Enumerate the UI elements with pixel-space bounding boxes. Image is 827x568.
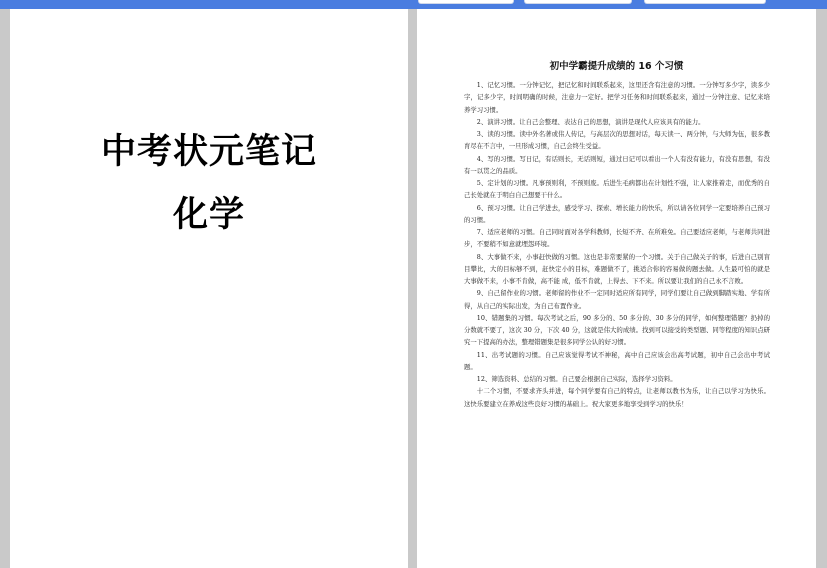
toolbar-button[interactable] xyxy=(644,0,766,4)
paragraph: 11、出考试题的习惯。自己应该觉得考试不神秘，高中自己应该会出高考试题，初中自己会出中考试题。 xyxy=(464,350,770,371)
document-body xyxy=(464,79,770,410)
paragraph: 8、大事做不来，小事赶快做的习惯。这也是非常要紧的一个习惯。关于自己做关子的事，后进自己别盲目攀比，大的目标够不到，赶快定小的目标，难题做不了，挑适合你的容易做的题去做。人生最可怕的就是大事做不来，小事不肯做，高不能 成，低不肯就，上得去、下不来。所以要让我们的自己永不言败。 xyxy=(464,252,770,285)
paragraph: 3、读的习惯。读中外名著或伟人传记，与高层次的思想对话，每天读一、两分钟，与大师为伍，很多教育尽在不言中，一旦形成习惯，自己会终生受益。 xyxy=(464,130,770,151)
paragraph: 2、演讲习惯。让自己会整理、表达自己的思想，演讲是现代人应该具有的能力。 xyxy=(476,117,705,126)
paragraph: 4、写的习惯。写日记，有话则长，无话则短，通过日记可以看出一个人有没有能力，有没有思想，有没有一以贯之的品质。 xyxy=(464,154,770,175)
paragraph: 十二个习惯，不要求齐头并进，每个同学要有自己的特点，让老师以教书为乐，让自己以学习为快乐。这快乐要建立在养成这些良好习惯的基础上。祝大家更多地享受到学习的快乐！ xyxy=(464,387,770,408)
cover-subject: 化学 xyxy=(172,195,245,235)
paragraph: 6、预习习惯。让自己学进去，感受学习、探索、增长能力的快乐，所以请各位同学一定要培养自己预习的习惯。 xyxy=(464,203,770,224)
document-page-content xyxy=(417,9,816,568)
paragraph: 5、定计划的习惯。凡事预则利，不预则废。后进生毛病都出在计划性不强，让人家推着走，而优秀的自己长处就在于明白自己想要干什么。 xyxy=(464,179,770,200)
paragraph: 9、自己留作业的习惯。老师留的作业不一定同时适应所有同学，同学们要让自己做到脚踏实地、学有所得，从自己的实际出发，为自己布置作业。 xyxy=(464,289,770,310)
cover-title: 中考状元笔记 xyxy=(100,132,317,172)
paragraph: 7、适应老师的习惯。自己同时面对各学科教师，长短不齐、在所难免。自己要适应老师，与老师共同进步，不要稍不如意就埋怨环境。 xyxy=(464,228,770,249)
toolbar-button[interactable] xyxy=(418,0,514,4)
paragraph: 12、筛选资料、总结的习惯。自己要会根据自己实际，选择学习资料。 xyxy=(476,375,677,383)
viewer-toolbar xyxy=(0,0,827,9)
document-page-cover xyxy=(10,9,408,568)
paragraph: 1、记忆习惯。一分钟记忆，把记忆和时间联系起来，这里还含有注意的习惯。一分钟写多少字，读多少字，记多少字，时间明确的时候，注意力一定好。把学习任务和时间联系起来，通过一分钟注意、记忆来培养学习习惯。 xyxy=(464,81,770,114)
toolbar-button[interactable] xyxy=(524,0,632,4)
document-title: 初中学霸提升成绩的 16 个习惯 xyxy=(549,61,684,72)
paragraph: 10、错题集的习惯。每次考试之后，90 多分的、50 多分的、30 多分的同学，如何整理错题？扔掉的分数就不要了，这次 30 分，下次 40 分，这就是伟大的成绩。找到可以接受的类型题、同等程度的知识点研究一下提高的办法，整理错题集是很多同学公认的好习惯。 xyxy=(464,313,770,347)
